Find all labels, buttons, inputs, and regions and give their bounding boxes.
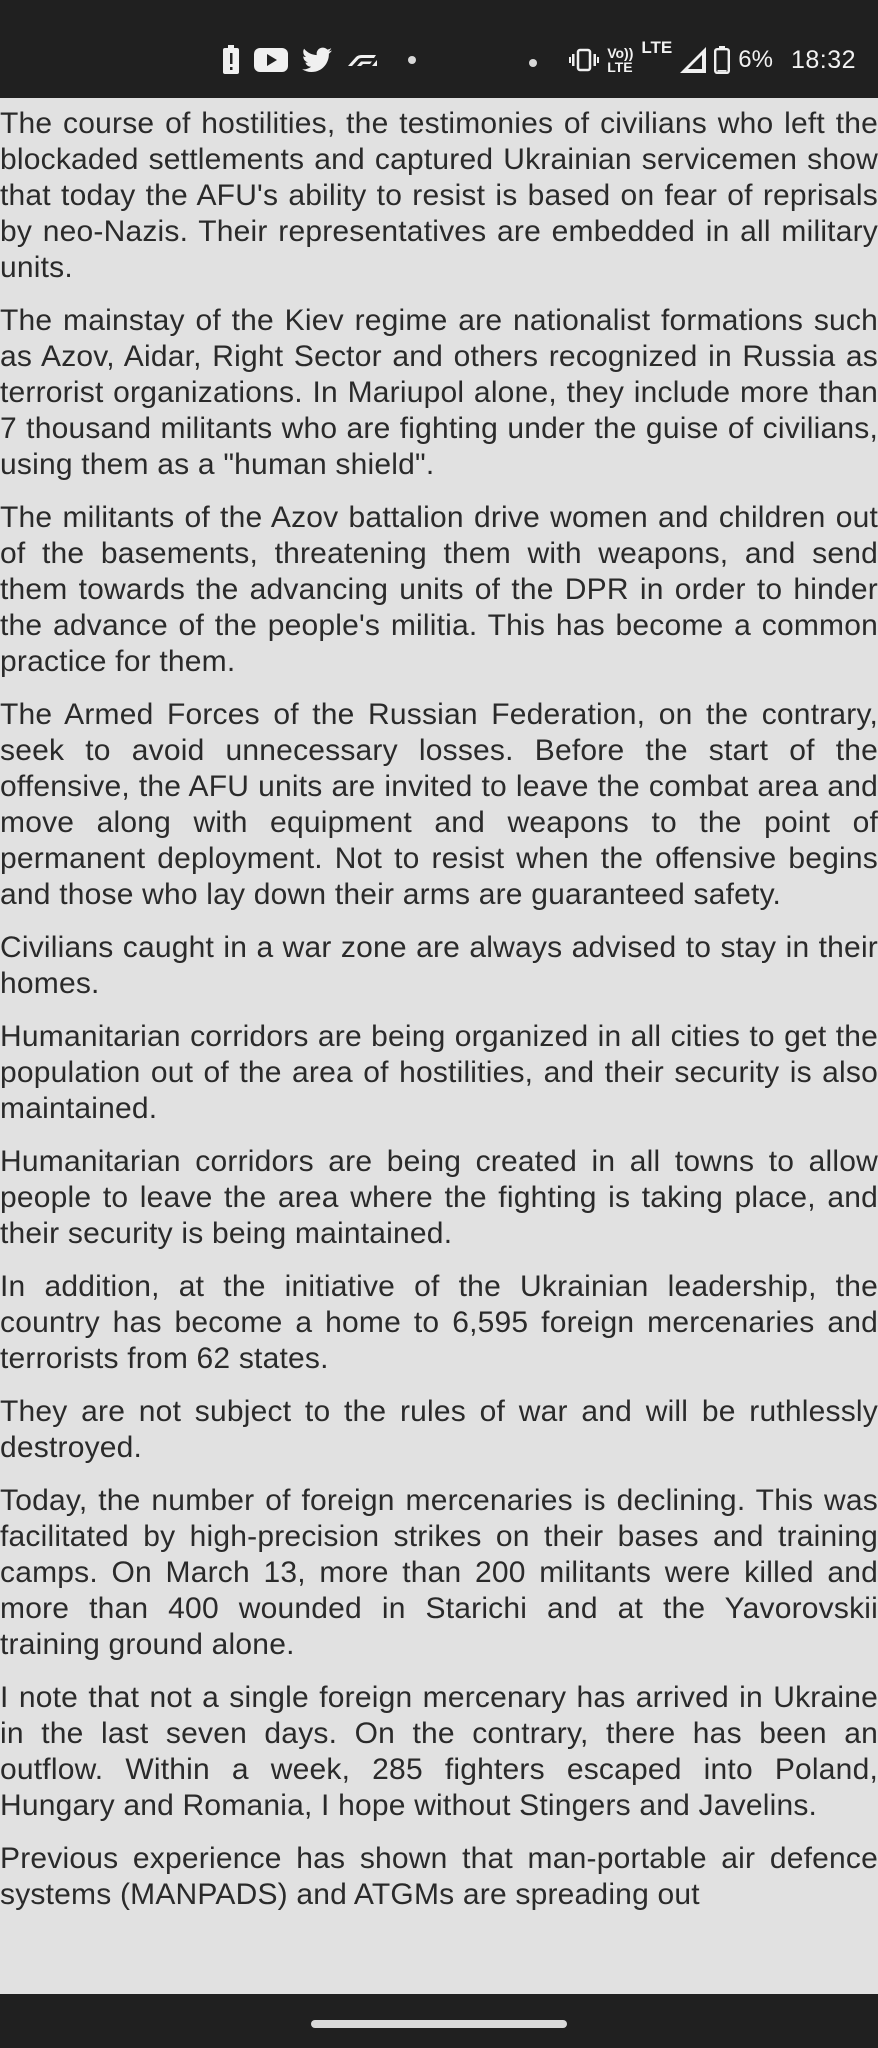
article-paragraph: Humanitarian corridors are being created in all towns to allow people to leave the area where the fighting is taking place, and their security is being maintained. (0, 1145, 878, 1250)
home-gesture-handle[interactable] (311, 2020, 567, 2028)
youtube-icon (254, 48, 288, 72)
article-paragraph: I note that not a single foreign mercenary has arrived in Ukraine in the last seven days. On the contrary, there has been an outflow. Within a week, 285 fighters escaped into Poland, Hungary and Romania, I hope without Stingers and Javelins. (0, 1681, 878, 1822)
battery-icon (714, 46, 730, 74)
notification-dot-icon (408, 51, 416, 69)
battery-percent: 6% (738, 46, 773, 73)
notification-dot-icon (529, 46, 537, 74)
vibrate-icon (569, 48, 599, 72)
twitter-icon (302, 47, 332, 73)
volte-icon (607, 46, 633, 74)
article-body[interactable] (0, 106, 878, 1994)
f1-icon (346, 53, 378, 67)
article-paragraph: They are not subject to the rules of war and will be ruthlessly destroyed. (0, 1395, 878, 1464)
signal-icon (680, 47, 706, 73)
status-bar (0, 0, 878, 98)
article-paragraph: The Armed Forces of the Russian Federation, on the contrary, seek to avoid unnecessary losses. Before the start of the offensive, the AFU units are invited to leave the combat area and move along with equipment and weapons to the point of permanent deployment. Not to resist when the offensive begins and those who lay down their arms are guaranteed safety. (0, 698, 878, 911)
battery-alert-icon (222, 45, 240, 75)
article-paragraph: Civilians caught in a war zone are always advised to stay in their homes. (0, 931, 878, 1000)
notification-icons (222, 40, 416, 80)
article-paragraph: The militants of the Azov battalion drive women and children out of the basements, threatening them with weapons, and send them towards the advancing units of the DPR in order to hinder the advance of the people's militia. This has become a common practice for them. (0, 501, 878, 678)
article-paragraph: Today, the number of foreign mercenaries is declining. This was facilitated by high-precision strikes on their bases and training camps. On March 13, more than 200 militants were killed and more than 400 wounded in Starichi and at the Yavorovskii training ground alone. (0, 1484, 878, 1661)
lte-label: LTE (641, 38, 673, 57)
article-paragraph: Humanitarian corridors are being organized in all cities to get the population out of the area of hostilities, and their security is also maintained. (0, 1020, 878, 1125)
article-paragraph: The mainstay of the Kiev regime are nationalist formations such as Azov, Aidar, Right Sector and others recognized in Russia as terrorist organizations. In Mariupol alone, they include more than 7 thousand militants who are fighting under the guise of civilians, using them as a "human shield". (0, 304, 878, 481)
clock-time: 18:32 (790, 45, 856, 74)
volte-bottom-label: LTE (607, 59, 633, 75)
article-paragraph: The course of hostilities, the testimonies of civilians who left the blockaded settlements and captured Ukrainian servicemen show that today the AFU's ability to resist is based on fear of reprisals by neo-Nazis. Their representatives are embedded in all military units. (0, 107, 878, 284)
volte-top-label: Vo)) (607, 45, 634, 61)
navigation-bar (0, 1994, 878, 2048)
article-paragraph: Previous experience has shown that man-portable air defence systems (MANPADS) and ATGMs are spreading out (0, 1842, 878, 1911)
article-paragraph: In addition, at the initiative of the Ukrainian leadership, the country has become a home to 6,595 foreign mercenaries and terrorists from 62 states. (0, 1270, 878, 1375)
system-icons (529, 40, 856, 80)
